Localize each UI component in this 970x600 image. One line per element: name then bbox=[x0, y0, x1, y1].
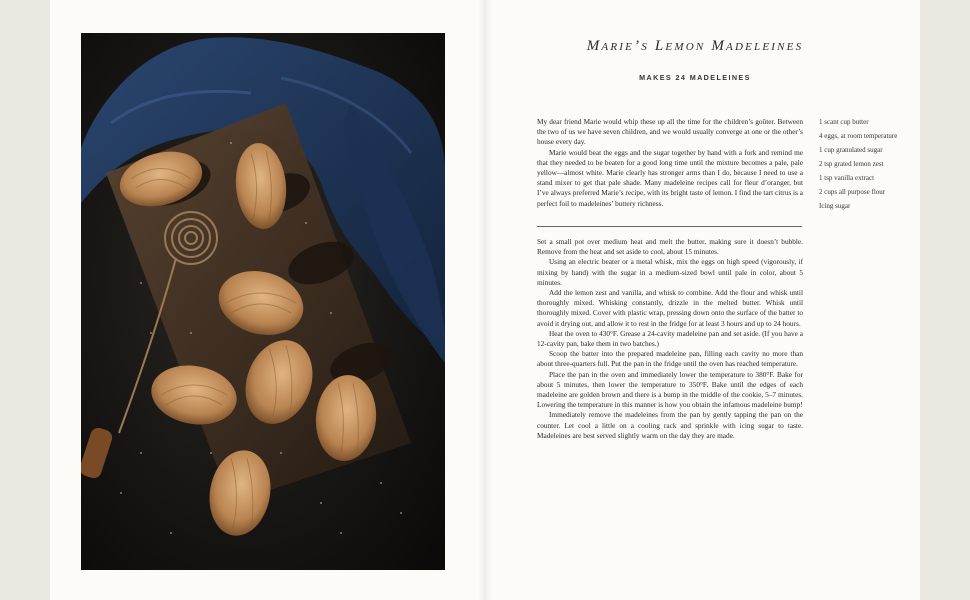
intro-paragraph: Marie would beat the eggs and the sugar together by hand with a fork and remind me that they needed to be beaten for a good long time until the mixture becomes a pale, pale yellow—almost white. Marie clearly has stronger arms than I do, because I need to use a stand mixer to get that pale shade. Many madeleine recipes call for fleur d’oranger, but I’ve always preferred Marie’s recipe, with its bright taste of lemon. I find the tart citrus is a perfect foil to madeleines’ buttery richness. bbox=[537, 147, 803, 208]
ingredient-item: 2 cups all purpose flour bbox=[819, 187, 886, 196]
ingredient-item: 1 tsp vanilla extract bbox=[819, 173, 875, 182]
book-gutter bbox=[478, 0, 492, 600]
madeleines-photo bbox=[81, 33, 445, 570]
section-divider bbox=[537, 226, 802, 227]
ingredient-item: 1 cup granulated sugar bbox=[819, 145, 883, 154]
ingredient-item: 2 tsp grated lemon zest bbox=[819, 159, 884, 168]
recipe-title: Marie’s Lemon Madeleines bbox=[586, 38, 804, 54]
madeleines-photo-art bbox=[81, 33, 445, 570]
recipe-method bbox=[537, 237, 803, 441]
method-step: Using an electric beater or a metal whisk, mix the eggs on high speed (vigorously, if mixing by hand) with the sugar in a medium-sized bowl until pale in color, about 5 minutes. bbox=[537, 257, 803, 287]
recipe-intro bbox=[537, 117, 803, 209]
recipe-yield: MAKES 24 MADELEINES bbox=[639, 73, 751, 82]
ingredient-item: 4 eggs, at room temperature bbox=[819, 131, 898, 140]
method-step: Immediately remove the madeleines from the pan by gently tapping the pan on the counter. Let cool a little on a cooling rack and sprinkle with icing sugar to taste. Madeleines are best served slightly warm on the day they are made. bbox=[537, 410, 803, 440]
method-step: Scoop the batter into the prepared madeleine pan, filling each cavity no more than about three-quarters full. Put the pan in the fridge until the oven has reached temperature. bbox=[537, 349, 803, 369]
ingredient-item: Icing sugar bbox=[819, 201, 851, 210]
ingredients-list bbox=[819, 118, 914, 216]
method-step: Place the pan in the oven and immediately lower the temperature to 380°F. Bake for about 5 minutes, then lower the temperature to 350°F. Bake until the edges of each madeleine are golden brown and there is a bump in the middle of the cookie, 5–7 minutes. Lowering the temperature in this manner is how you obtain the infamous madeleine bump! bbox=[537, 369, 803, 410]
method-step: Add the lemon zest and vanilla, and whisk to combine. Add the flour and whisk until thoroughly mixed. Whisking constantly, drizzle in the melted butter. Whisk until thoroughly mixed. Cover with plastic wrap, pressing down onto the surface of the batter to avoid it drying out, and allow it to rest in the fridge for at least 3 hours and up to 24 hours. bbox=[537, 288, 803, 328]
method-step: Heat the oven to 430°F. Grease a 24-cavity madeleine pan and set aside. (If you have a 12-cavity pan, bake them in two batches.) bbox=[537, 328, 803, 349]
intro-paragraph: My dear friend Marie would whip these up all the time for the children’s goûter. Between the two of us we have seven children, and we would usually converge at one or the other’s house every day. bbox=[537, 117, 803, 147]
method-step: Set a small pot over medium heat and melt the butter, making sure it doesn’t bubble. Remove from the heat and set aside to cool, about 15 minutes. bbox=[537, 237, 803, 257]
ingredient-item: 1 scant cup butter bbox=[819, 118, 869, 126]
